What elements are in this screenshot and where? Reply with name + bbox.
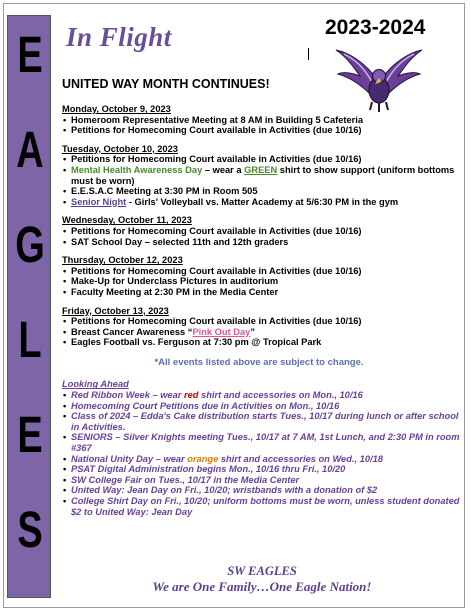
footer-motto: We are One Family…One Eagle Nation! xyxy=(152,579,372,594)
list-item: • Breast Cancer Awareness “Pink Out Day” xyxy=(62,327,462,338)
sidebar-letter: A xyxy=(16,122,44,180)
red-word: red xyxy=(183,390,199,401)
text-cursor xyxy=(308,48,309,60)
sidebar-letter: E xyxy=(17,407,43,465)
list-item: • College Shirt Day on Fri., 10/20; uniform bottoms must be worn, unless student donated $2 to United Way: Jean Day xyxy=(62,496,462,517)
disclaimer-note: *All events listed above are subject to change. xyxy=(154,356,364,368)
senior-night-link[interactable]: Senior Night xyxy=(71,196,127,207)
list-item: • E.E.S.A.C Meeting at 3:30 PM in Room 505 xyxy=(62,186,462,197)
list-item: • Petitions for Homecoming Court available in Activities (due 10/16) xyxy=(62,125,462,136)
footer-sw-eagles: SW EAGLES xyxy=(227,564,297,578)
looking-ahead-heading: Looking Ahead xyxy=(62,379,129,390)
list-item: • Senior Night - Girls' Volleyball vs. Matter Academy at 5/6:30 PM in the gym xyxy=(62,197,462,208)
day-section xyxy=(62,215,462,247)
school-year: 2023-2024 xyxy=(325,16,426,39)
headline: UNITED WAY MONTH CONTINUES! xyxy=(62,77,270,91)
day-heading: Tuesday, October 10, 2023 xyxy=(62,143,178,154)
pink-out-day-link[interactable]: Pink Out Day xyxy=(192,326,251,337)
sidebar-letter: S xyxy=(17,502,43,560)
day-heading: Friday, October 13, 2023 xyxy=(62,305,169,316)
list-item: • Make-Up for Underclass Pictures in auditorium xyxy=(62,276,462,287)
list-item: • Petitions for Homecoming Court available in Activities (due 10/16) xyxy=(62,154,462,165)
eagles-sidebar xyxy=(7,15,51,598)
list-item: • Class of 2024 – Edda's Cake distribution starts Tues., 10/17 during lunch or after school in Activities. xyxy=(62,411,462,432)
list-item: • Homeroom Representative Meeting at 8 AM in Building 5 Cafeteria xyxy=(62,115,462,126)
list-item: • Petitions for Homecoming Court available in Activities (due 10/16) xyxy=(62,266,462,277)
list-item: • PSAT Digital Administration begins Mon., 10/16 thru Fri., 10/20 xyxy=(62,464,462,475)
green-word: GREEN xyxy=(244,164,278,175)
mental-health-day-link[interactable]: Mental Health Awareness Day xyxy=(71,164,203,175)
day-section xyxy=(62,104,462,136)
sidebar-letter: L xyxy=(18,312,42,370)
day-section xyxy=(62,306,462,348)
day-heading: Monday, October 9, 2023 xyxy=(62,104,171,114)
day-section xyxy=(62,144,462,208)
masthead-title: In Flight xyxy=(66,22,172,52)
sidebar-letter: E xyxy=(17,27,43,85)
orange-word: orange xyxy=(187,453,219,464)
sidebar-letter: G xyxy=(15,217,45,275)
list-item: • United Way: Jean Day on Fri., 10/20; wristbands with a donation of $2 xyxy=(62,485,462,496)
day-section xyxy=(62,255,462,297)
list-item: • SW College Fair on Tues., 10/17 in the Media Center xyxy=(62,475,462,486)
announcements xyxy=(62,104,462,517)
list-item: • SAT School Day – selected 11th and 12th graders xyxy=(62,237,462,248)
list-item: • SENIORS – Silver Knights meeting Tues., 10/17 at 7 AM, 1st Lunch, and 2:30 PM in room #367 xyxy=(62,432,462,453)
list-item: • National Unity Day – wear orange shirt and accessories on Wed., 10/18 xyxy=(62,454,462,465)
list-item: • Red Ribbon Week – wear red shirt and accessories on Mon., 10/16 xyxy=(62,390,462,401)
list-item: • Faculty Meeting at 2:30 PM in the Media Center xyxy=(62,287,462,298)
looking-ahead-section xyxy=(62,379,462,517)
list-item: • Homecoming Court Petitions due in Activities on Mon., 10/16 xyxy=(62,401,462,412)
list-item: • Petitions for Homecoming Court available in Activities (due 10/16) xyxy=(62,316,462,327)
list-item: • Petitions for Homecoming Court available in Activities (due 10/16) xyxy=(62,226,462,237)
day-heading: Thursday, October 12, 2023 xyxy=(62,255,183,266)
day-heading: Wednesday, October 11, 2023 xyxy=(62,215,192,226)
list-item: • Eagles Football vs. Ferguson at 7:30 pm @ Tropical Park xyxy=(62,337,462,348)
list-item: • Mental Health Awareness Day – wear a GREEN shirt to show support (uniform bottoms must be worn) xyxy=(62,165,462,186)
